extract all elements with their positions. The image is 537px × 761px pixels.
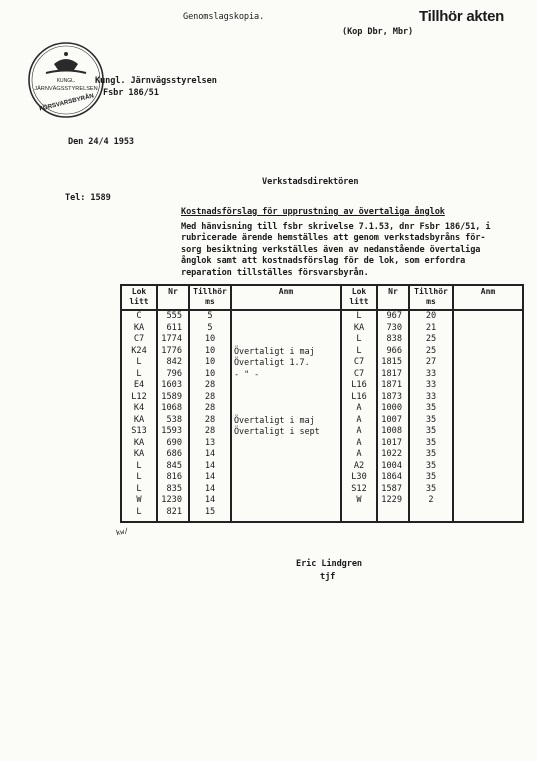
header-anm: Anm (453, 285, 523, 310)
tillhor-cell: 13 (189, 438, 231, 450)
header-tillhor-ms: Tillhör ms (409, 285, 453, 310)
tillhor-cell: 35 (409, 472, 453, 484)
lok-litt-cell (341, 507, 377, 522)
table-row (121, 380, 523, 392)
nr-cell: 796 (157, 369, 189, 381)
lok-litt-cell: L30 (341, 472, 377, 484)
anm-cell (453, 426, 523, 438)
table-row (121, 484, 523, 496)
anm-cell (231, 507, 341, 522)
tillhor-cell: 2 (409, 495, 453, 507)
lok-litt-cell: K24 (121, 346, 157, 358)
anm-cell: Övertaligt 1.7. (231, 357, 341, 369)
nr-cell (377, 507, 409, 522)
signer-name: Eric Lindgren (296, 559, 362, 569)
anm-cell (453, 415, 523, 427)
anm-cell (453, 346, 523, 358)
lok-litt-cell: S13 (121, 426, 157, 438)
anm-cell (453, 380, 523, 392)
anm-cell (231, 472, 341, 484)
lok-litt-cell: L (121, 484, 157, 496)
subject: Kostnadsförslag för upprustning av övertaliga ånglok (181, 207, 445, 217)
anm-cell (453, 438, 523, 450)
nr-cell: 690 (157, 438, 189, 450)
telephone: Tel: 1589 (65, 193, 111, 203)
cc-recipients: (Kop Dbr, Mbr) (342, 27, 414, 37)
anm-cell (231, 438, 341, 450)
anm-cell (231, 310, 341, 323)
table-row (121, 438, 523, 450)
table-header-row (121, 285, 523, 310)
anm-cell (453, 357, 523, 369)
tillhor-cell: 14 (189, 495, 231, 507)
lok-litt-cell: W (341, 495, 377, 507)
lok-litt-cell: A (341, 426, 377, 438)
tillhor-cell: 28 (189, 380, 231, 392)
tillhor-cell: 5 (189, 310, 231, 323)
anm-cell (453, 507, 523, 522)
anm-cell (231, 495, 341, 507)
tillhor-cell: 14 (189, 461, 231, 473)
table-row (121, 323, 523, 335)
lok-litt-cell: KA (121, 438, 157, 450)
lok-litt-cell: A2 (341, 461, 377, 473)
lok-litt-cell: W (121, 495, 157, 507)
table-row (121, 357, 523, 369)
nr-cell: 1068 (157, 403, 189, 415)
tillhor-cell: 10 (189, 369, 231, 381)
nr-cell: 1587 (377, 484, 409, 496)
lok-litt-cell: C (121, 310, 157, 323)
nr-cell: 1230 (157, 495, 189, 507)
tillhor-cell: 5 (189, 323, 231, 335)
tillhor-cell: 10 (189, 357, 231, 369)
nr-cell: 1774 (157, 334, 189, 346)
lok-litt-cell: A (341, 438, 377, 450)
tillhor-cell: 35 (409, 461, 453, 473)
nr-cell: 838 (377, 334, 409, 346)
tillhor-cell: 35 (409, 438, 453, 450)
lok-litt-cell: C7 (121, 334, 157, 346)
nr-cell: 730 (377, 323, 409, 335)
lok-litt-cell: A (341, 403, 377, 415)
body-line: ånglok samt att kostnadsförslag för de lok, som erfordra (181, 256, 466, 267)
tillhor-cell: 25 (409, 334, 453, 346)
tillhor-cell: 35 (409, 403, 453, 415)
table-row (121, 334, 523, 346)
nr-cell: 816 (157, 472, 189, 484)
anm-cell (453, 369, 523, 381)
lok-litt-cell: S12 (341, 484, 377, 496)
tillhor-cell: 14 (189, 484, 231, 496)
lok-litt-cell: C7 (341, 357, 377, 369)
initials: kw/ (115, 526, 130, 538)
tillhor-cell: 27 (409, 357, 453, 369)
header-anm: Anm (231, 285, 341, 310)
lok-litt-cell: KA (121, 323, 157, 335)
nr-cell: 821 (157, 507, 189, 522)
table-row (121, 495, 523, 507)
table-row (121, 461, 523, 473)
nr-cell: 1022 (377, 449, 409, 461)
lok-litt-cell: KA (121, 415, 157, 427)
tillhor-cell: 14 (189, 472, 231, 484)
tillhor-cell: 28 (189, 415, 231, 427)
tillhor-cell: 35 (409, 426, 453, 438)
letter-date: Den 24/4 1953 (68, 137, 134, 147)
nr-cell: 1008 (377, 426, 409, 438)
ref-office: Kungl. Järnvägsstyrelsen (95, 76, 217, 86)
lok-litt-cell: L (121, 357, 157, 369)
table-row (121, 426, 523, 438)
table-row (121, 415, 523, 427)
tillhor-cell: 35 (409, 415, 453, 427)
nr-cell: 538 (157, 415, 189, 427)
tillhor-cell: 10 (189, 334, 231, 346)
tillhor-cell: 28 (189, 392, 231, 404)
nr-cell: 611 (157, 323, 189, 335)
lok-litt-cell: L (341, 310, 377, 323)
lok-litt-cell: A (341, 449, 377, 461)
lok-litt-cell: K4 (121, 403, 157, 415)
locomotive-table (120, 284, 524, 523)
body-paragraph (181, 222, 491, 279)
nr-cell: 1017 (377, 438, 409, 450)
anm-cell: Övertaligt i maj (231, 415, 341, 427)
anm-cell (453, 403, 523, 415)
tillhor-cell (409, 507, 453, 522)
nr-cell: 1603 (157, 380, 189, 392)
anm-cell (453, 392, 523, 404)
nr-cell: 1815 (377, 357, 409, 369)
anm-cell (231, 484, 341, 496)
crown-icon (54, 59, 78, 70)
seal-stamp (26, 40, 106, 120)
table-row (121, 403, 523, 415)
table-row (121, 507, 523, 522)
lok-litt-cell: KA (121, 449, 157, 461)
nr-cell: 966 (377, 346, 409, 358)
lok-litt-cell: C7 (341, 369, 377, 381)
tillhor-cell: 33 (409, 380, 453, 392)
nr-cell: 1000 (377, 403, 409, 415)
anm-cell (453, 449, 523, 461)
seal-text-middle: JÄRNVÄGSSTYRELSEN (34, 86, 98, 92)
nr-cell: 686 (157, 449, 189, 461)
wing-icon (46, 71, 86, 74)
anm-cell: Övertaligt i maj (231, 346, 341, 358)
nr-cell: 1817 (377, 369, 409, 381)
table-row (121, 449, 523, 461)
header-nr: Nr (377, 285, 409, 310)
anm-cell (231, 334, 341, 346)
table-row (121, 369, 523, 381)
header-lok-litt: Lok litt (341, 285, 377, 310)
lok-litt-cell: L16 (341, 392, 377, 404)
anm-cell (453, 484, 523, 496)
tillhor-cell: 15 (189, 507, 231, 522)
nr-cell: 842 (157, 357, 189, 369)
anm-cell (453, 323, 523, 335)
lok-litt-cell: L (121, 472, 157, 484)
copy-label: Genomslagskopia. (183, 12, 265, 22)
nr-cell: 1589 (157, 392, 189, 404)
tillhor-cell: 35 (409, 449, 453, 461)
anm-cell: - " - (231, 369, 341, 381)
tillhor-cell: 28 (189, 426, 231, 438)
anm-cell (453, 310, 523, 323)
lok-litt-cell: KA (341, 323, 377, 335)
table-row (121, 310, 523, 323)
table-row (121, 472, 523, 484)
tillhor-cell: 21 (409, 323, 453, 335)
lok-litt-cell: L (121, 461, 157, 473)
lok-litt-cell: E4 (121, 380, 157, 392)
lok-litt-cell: L (341, 346, 377, 358)
recipient: Verkstadsdirektören (262, 177, 359, 187)
lok-litt-cell: L16 (341, 380, 377, 392)
tillhor-cell: 28 (189, 403, 231, 415)
nr-cell: 1593 (157, 426, 189, 438)
nr-cell: 835 (157, 484, 189, 496)
anm-cell (453, 495, 523, 507)
nr-cell: 967 (377, 310, 409, 323)
lok-litt-cell: L (341, 334, 377, 346)
nr-cell: 1776 (157, 346, 189, 358)
lok-litt-cell: L (121, 369, 157, 381)
lok-litt-cell: L12 (121, 392, 157, 404)
tillhor-cell: 33 (409, 369, 453, 381)
nr-cell: 1004 (377, 461, 409, 473)
header-lok-litt: Lok litt (121, 285, 157, 310)
anm-cell (231, 403, 341, 415)
nr-cell: 1873 (377, 392, 409, 404)
tillhor-cell: 35 (409, 484, 453, 496)
signer-title: tjf (320, 572, 336, 582)
body-line: sorg besiktning verkställes även av nedanstående övertaliga (181, 244, 481, 255)
table-row (121, 392, 523, 404)
body-line: reparation tillställes försvarsbyrån. (181, 267, 369, 278)
seal-text-top: KUNGL. (56, 78, 76, 84)
anm-cell (453, 461, 523, 473)
ref-number: Fsbr 186/51 (103, 88, 159, 98)
body-line: Med hänvisning till fsbr skrivelse 7.1.53, dnr Fsbr 186/51, i (181, 222, 491, 232)
nr-cell: 1229 (377, 495, 409, 507)
handwritten-stamp: Tillhör akten (419, 8, 505, 25)
anm-cell (231, 380, 341, 392)
anm-cell (231, 323, 341, 335)
anm-cell (231, 392, 341, 404)
anm-cell (453, 334, 523, 346)
nr-cell: 1864 (377, 472, 409, 484)
tillhor-cell: 25 (409, 346, 453, 358)
anm-cell (231, 461, 341, 473)
anm-cell (231, 449, 341, 461)
nr-cell: 1871 (377, 380, 409, 392)
tillhor-cell: 33 (409, 392, 453, 404)
nr-cell: 1007 (377, 415, 409, 427)
tillhor-cell: 20 (409, 310, 453, 323)
tillhor-cell: 10 (189, 346, 231, 358)
seal-text-bottom: FÖRSVARSBYRÅN (38, 92, 95, 113)
tillhor-cell: 14 (189, 449, 231, 461)
anm-cell: Övertaligt i sept (231, 426, 341, 438)
body-line: rubricerade ärende hemställes att genom verkstadsbyråns för- (181, 233, 486, 244)
header-nr: Nr (157, 285, 189, 310)
lok-litt-cell: A (341, 415, 377, 427)
anm-cell (453, 472, 523, 484)
header-tillhor-ms: Tillhör ms (189, 285, 231, 310)
nr-cell: 845 (157, 461, 189, 473)
nr-cell: 555 (157, 310, 189, 323)
table-row (121, 346, 523, 358)
lok-litt-cell: L (121, 507, 157, 522)
